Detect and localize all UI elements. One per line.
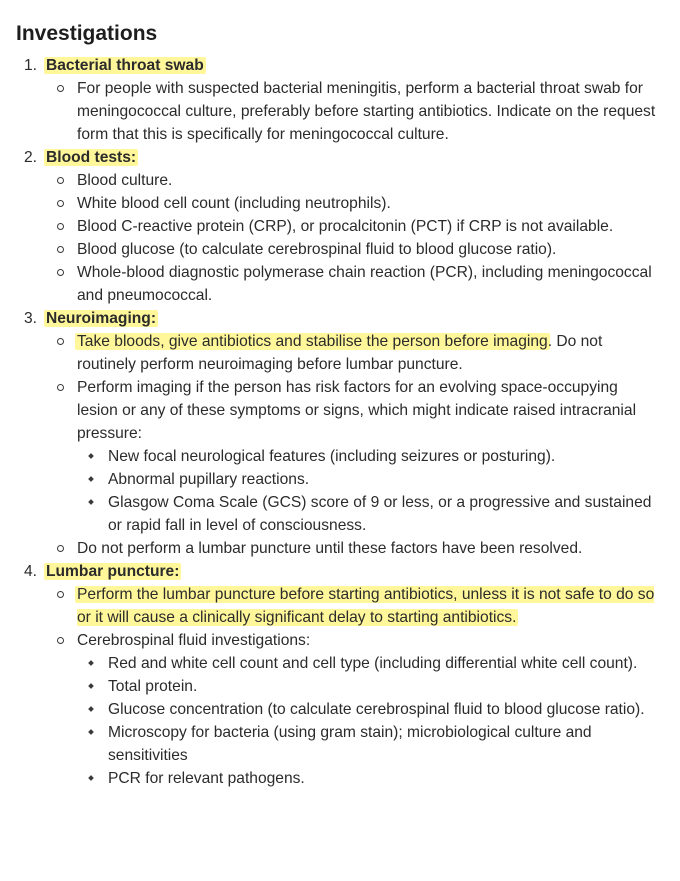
list-item: Blood C-reactive protein (CRP), or procalcitonin (PCT) if CRP is not available. (46, 215, 658, 238)
section-neuroimaging (16, 307, 658, 560)
list-item: Take bloods, give antibiotics and stabilise the person before imaging. Do not routinely perform neuroimaging before lumbar puncture. (46, 330, 658, 376)
section-heading: Bacterial throat swab (46, 57, 204, 74)
diamond-bullet-icon (88, 683, 94, 689)
list-item: Perform imaging if the person has risk factors for an evolving space-occupying lesion or any of these symptoms or signs, which might indicate raised intracranial pressure: New focal neurological features (including seizures or posturing). Abnormal pupillary reactions. Glasgow Coma Scale (GCS) score of 9 or less, or a progressive and sustained or rapid fall in level of consciousness. (46, 376, 658, 537)
section-number: 1. (24, 57, 38, 74)
section-number: 4. (24, 563, 38, 580)
sub-list-item: Abnormal pupillary reactions. (77, 468, 658, 491)
hollow-bullet-icon (57, 384, 64, 391)
list-item: For people with suspected bacterial meningitis, perform a bacterial throat swab for meningococcal culture, preferably before starting antibiotics. Indicate on the request form that this is specifically for meningococcal culture. (46, 77, 658, 146)
section-heading: Blood tests: (46, 149, 137, 166)
sub-list-item: Red and white cell count and cell type (including differential white cell count). (77, 652, 658, 675)
hollow-bullet-icon (57, 591, 64, 598)
section-heading: Lumbar puncture: (46, 563, 180, 580)
diamond-bullet-icon (88, 453, 94, 459)
hollow-bullet-icon (57, 545, 64, 552)
diamond-bullet-icon (88, 729, 94, 735)
sub-list-item: PCR for relevant pathogens. (77, 767, 658, 790)
hollow-bullet-icon (57, 246, 64, 253)
sub-list-item: Microscopy for bacteria (using gram stain); microbiological culture and sensitivities (77, 721, 658, 767)
list-item: White blood cell count (including neutrophils). (46, 192, 658, 215)
highlighted-text: Perform the lumbar puncture before starting antibiotics, unless it is not safe to do so or it will cause a clinically significant delay to starting antibiotics. (77, 586, 655, 626)
diamond-bullet-icon (88, 476, 94, 482)
list-item: Blood glucose (to calculate cerebrospinal fluid to blood glucose ratio). (46, 238, 658, 261)
hollow-bullet-icon (57, 338, 64, 345)
highlighted-text: Take bloods, give antibiotics and stabilise the person before imaging (77, 333, 548, 350)
section-blood-tests (16, 146, 658, 307)
section-number: 2. (24, 149, 38, 166)
hollow-bullet-icon (57, 177, 64, 184)
section-lumbar-puncture (16, 560, 658, 790)
section-bacterial-throat-swab (16, 54, 658, 146)
list-item: Blood culture. (46, 169, 658, 192)
sub-list-item: New focal neurological features (including seizures or posturing). (77, 445, 658, 468)
section-number: 3. (24, 310, 38, 327)
diamond-bullet-icon (88, 660, 94, 666)
diamond-bullet-icon (88, 499, 94, 505)
hollow-bullet-icon (57, 637, 64, 644)
diamond-bullet-icon (88, 775, 94, 781)
hollow-bullet-icon (57, 223, 64, 230)
hollow-bullet-icon (57, 269, 64, 276)
page-title: Investigations (16, 22, 158, 45)
section-heading: Neuroimaging: (46, 310, 157, 327)
list-item: Cerebrospinal fluid investigations: Red and white cell count and cell type (including differential white cell count). Total protein. Glucose concentration (to calculate cerebrospinal fluid to blood glucose ratio). Microscopy for bacteria (using gram stain); microbiological culture and sensitivities PCR for relevant pathogens. (46, 629, 658, 790)
list-item: Do not perform a lumbar puncture until these factors have been resolved. (46, 537, 658, 560)
list-item (46, 583, 658, 629)
sub-list-item: Total protein. (77, 675, 658, 698)
hollow-bullet-icon (57, 85, 64, 92)
diamond-bullet-icon (88, 706, 94, 712)
sub-list-item: Glasgow Coma Scale (GCS) score of 9 or less, or a progressive and sustained or rapid fall in level of consciousness. (77, 491, 658, 537)
sub-list-item: Glucose concentration (to calculate cerebrospinal fluid to blood glucose ratio). (77, 698, 658, 721)
investigations-list (16, 54, 658, 790)
hollow-bullet-icon (57, 200, 64, 207)
list-item: Whole-blood diagnostic polymerase chain reaction (PCR), including meningococcal and pneumococcal. (46, 261, 658, 307)
